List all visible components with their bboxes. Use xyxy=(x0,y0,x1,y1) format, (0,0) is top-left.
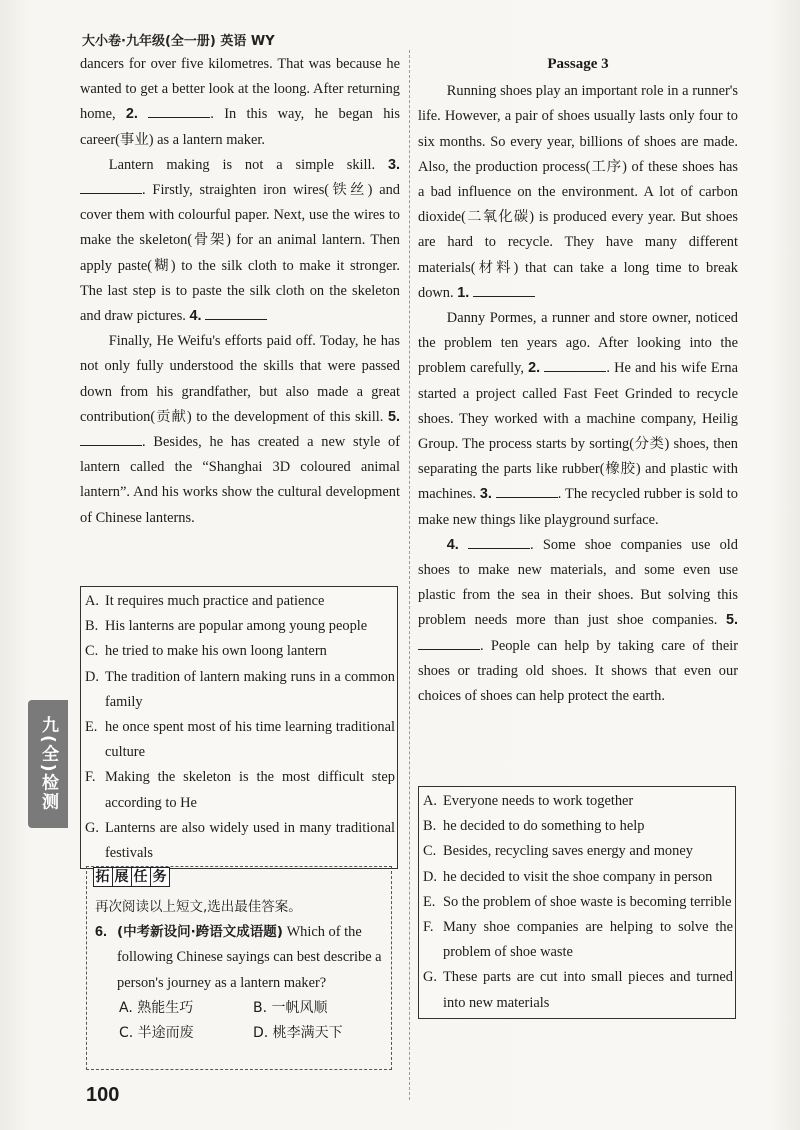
page-number: 100 xyxy=(86,1084,120,1106)
option-item: F. Making the skeleton is the most difficult step according to He xyxy=(85,769,395,811)
option-item: C. Besides, recycling saves energy and money xyxy=(423,843,693,860)
choice-b[interactable]: B. 一帆风顺 xyxy=(253,999,328,1016)
question-number: 5. xyxy=(387,408,400,425)
paragraph: 4. . Some shoe companies use old shoes to make new materials, and some even use plastic from the sea in their shoes. But solving this problem needs more than just shoe companies. 5. . People can help by taking care of their shoes or trading old shoes. It shows that even our choices of shoes can help protect the earth. xyxy=(418,533,738,709)
answer-blank[interactable] xyxy=(80,431,142,446)
choice-a[interactable]: A. 熟能生巧 xyxy=(119,999,194,1016)
answer-blank[interactable] xyxy=(473,282,535,297)
option-item: C. he tried to make his own loong lantern xyxy=(85,643,327,660)
option-item: A. Everyone needs to work together xyxy=(423,793,634,809)
question-number: 2. xyxy=(528,360,541,377)
question-number: 4. xyxy=(189,308,202,325)
answer-blank[interactable] xyxy=(148,103,210,118)
left-options-box xyxy=(80,586,398,869)
question-tag: (中考新设问·跨语文成语题) xyxy=(117,924,283,941)
choice-d[interactable]: D. 桃李满天下 xyxy=(253,1025,343,1042)
answer-choices xyxy=(95,996,387,1046)
option-item: E. So the problem of shoe waste is becoming terrible xyxy=(423,893,732,910)
column-divider xyxy=(409,50,410,1100)
paragraph: dancers for over five kilometres. That was because he wanted to get a better look at the loong. After returning home, 2. . In this way, he began his career(事业) as a lantern maker. xyxy=(80,56,400,148)
choice-c[interactable]: C. 半途而废 xyxy=(119,1025,194,1042)
question-number: 6. xyxy=(95,924,108,941)
right-options-box xyxy=(418,786,736,1019)
option-item: A. It requires much practice and patience xyxy=(85,593,325,609)
option-item: B. he decided to do something to help xyxy=(423,818,645,835)
paragraph: Running shoes play an important role in a runner's life. However, a pair of shoes usually lasts only four to six months. So every year, billions of shoes are made. Also, the production process(工序) of these shoes has a bad influence on the environment. A lot of carbon dioxide(二氧化碳) is produced every year. But shoes are hard to recycle. They have many different materials(材料) that can take a long time to break down. 1. xyxy=(418,83,738,301)
paragraph: Lantern making is not a simple skill. 3. . Firstly, straighten iron wires(铁丝) and cover them with colourful paper. Next, use the wires to make the skeleton(骨架) for an animal lantern. Then apply paste(糊) to the silk cloth to make it stronger. The last step is to paste the silk cloth on the skeleton and draw pictures. 4. xyxy=(80,156,400,325)
page-header: 大小卷·九年级(全一册) 英语 WY xyxy=(82,34,275,49)
passage-title: Passage 3 xyxy=(547,56,609,72)
task-instruction: 再次阅读以上短文,选出最佳答案。 xyxy=(95,899,302,915)
question-number: 3. xyxy=(387,156,400,173)
option-item: B. His lanterns are popular among young people xyxy=(85,618,368,635)
section-side-tab: 九(全)检测 xyxy=(28,700,68,828)
option-item: E. he once spent most of his time learning traditional culture xyxy=(85,719,395,761)
question-number: 5. xyxy=(725,612,738,629)
task-body xyxy=(95,895,387,1046)
answer-blank[interactable] xyxy=(496,483,558,498)
option-item: D. The tradition of lantern making runs in a common family xyxy=(85,668,395,710)
answer-blank[interactable] xyxy=(418,635,480,650)
left-column xyxy=(80,52,400,531)
option-item: D. he decided to visit the shoe company in person xyxy=(423,868,713,885)
paragraph: Finally, He Weifu's efforts paid off. Today, he has not only fully understood the skills that were passed down from his grandfather, but also made a great contribution(贡献) to the development of this skill. 5. . Besides, he has created a new style of lantern called the “Shanghai 3D coloured animal lantern”. And his works show the cultural development of Chinese lanterns. xyxy=(80,333,400,526)
task-question: 6. (中考新设问·跨语文成语题) Which of the following Chinese sayings can best describe a person's journey as a lantern maker? xyxy=(95,920,387,996)
right-column xyxy=(418,52,738,709)
question-number: 1. xyxy=(457,284,470,301)
question-number: 2. xyxy=(125,106,138,123)
question-number: 3. xyxy=(479,486,492,503)
answer-blank[interactable] xyxy=(544,357,606,372)
question-number: 4. xyxy=(446,536,459,553)
option-item: G. These parts are cut into small pieces and turned into new materials xyxy=(423,969,733,1011)
answer-blank[interactable] xyxy=(80,179,142,194)
option-item: G. Lanterns are also widely used in many traditional festivals xyxy=(85,819,395,862)
option-item: F. Many shoe companies are helping to solve the problem of shoe waste xyxy=(423,919,733,961)
extension-task-box xyxy=(86,866,392,1070)
paragraph: Danny Pormes, a runner and store owner, noticed the problem ten years ago. After looking into the problem carefully, 2. . He and his wife Erna started a project called Fast Feet Grinded to recycle shoes. They worked with a machine company, Heilig Group. The process starts by sorting(分类) shoes, then separating the parts like rubber(橡胶) and plastic with machines. 3. . The recycled rubber is sold to make new things like playground surface. xyxy=(418,310,738,528)
answer-blank[interactable] xyxy=(468,534,530,549)
answer-blank[interactable] xyxy=(205,305,267,320)
task-label: 拓 展 任 务 xyxy=(93,865,169,890)
